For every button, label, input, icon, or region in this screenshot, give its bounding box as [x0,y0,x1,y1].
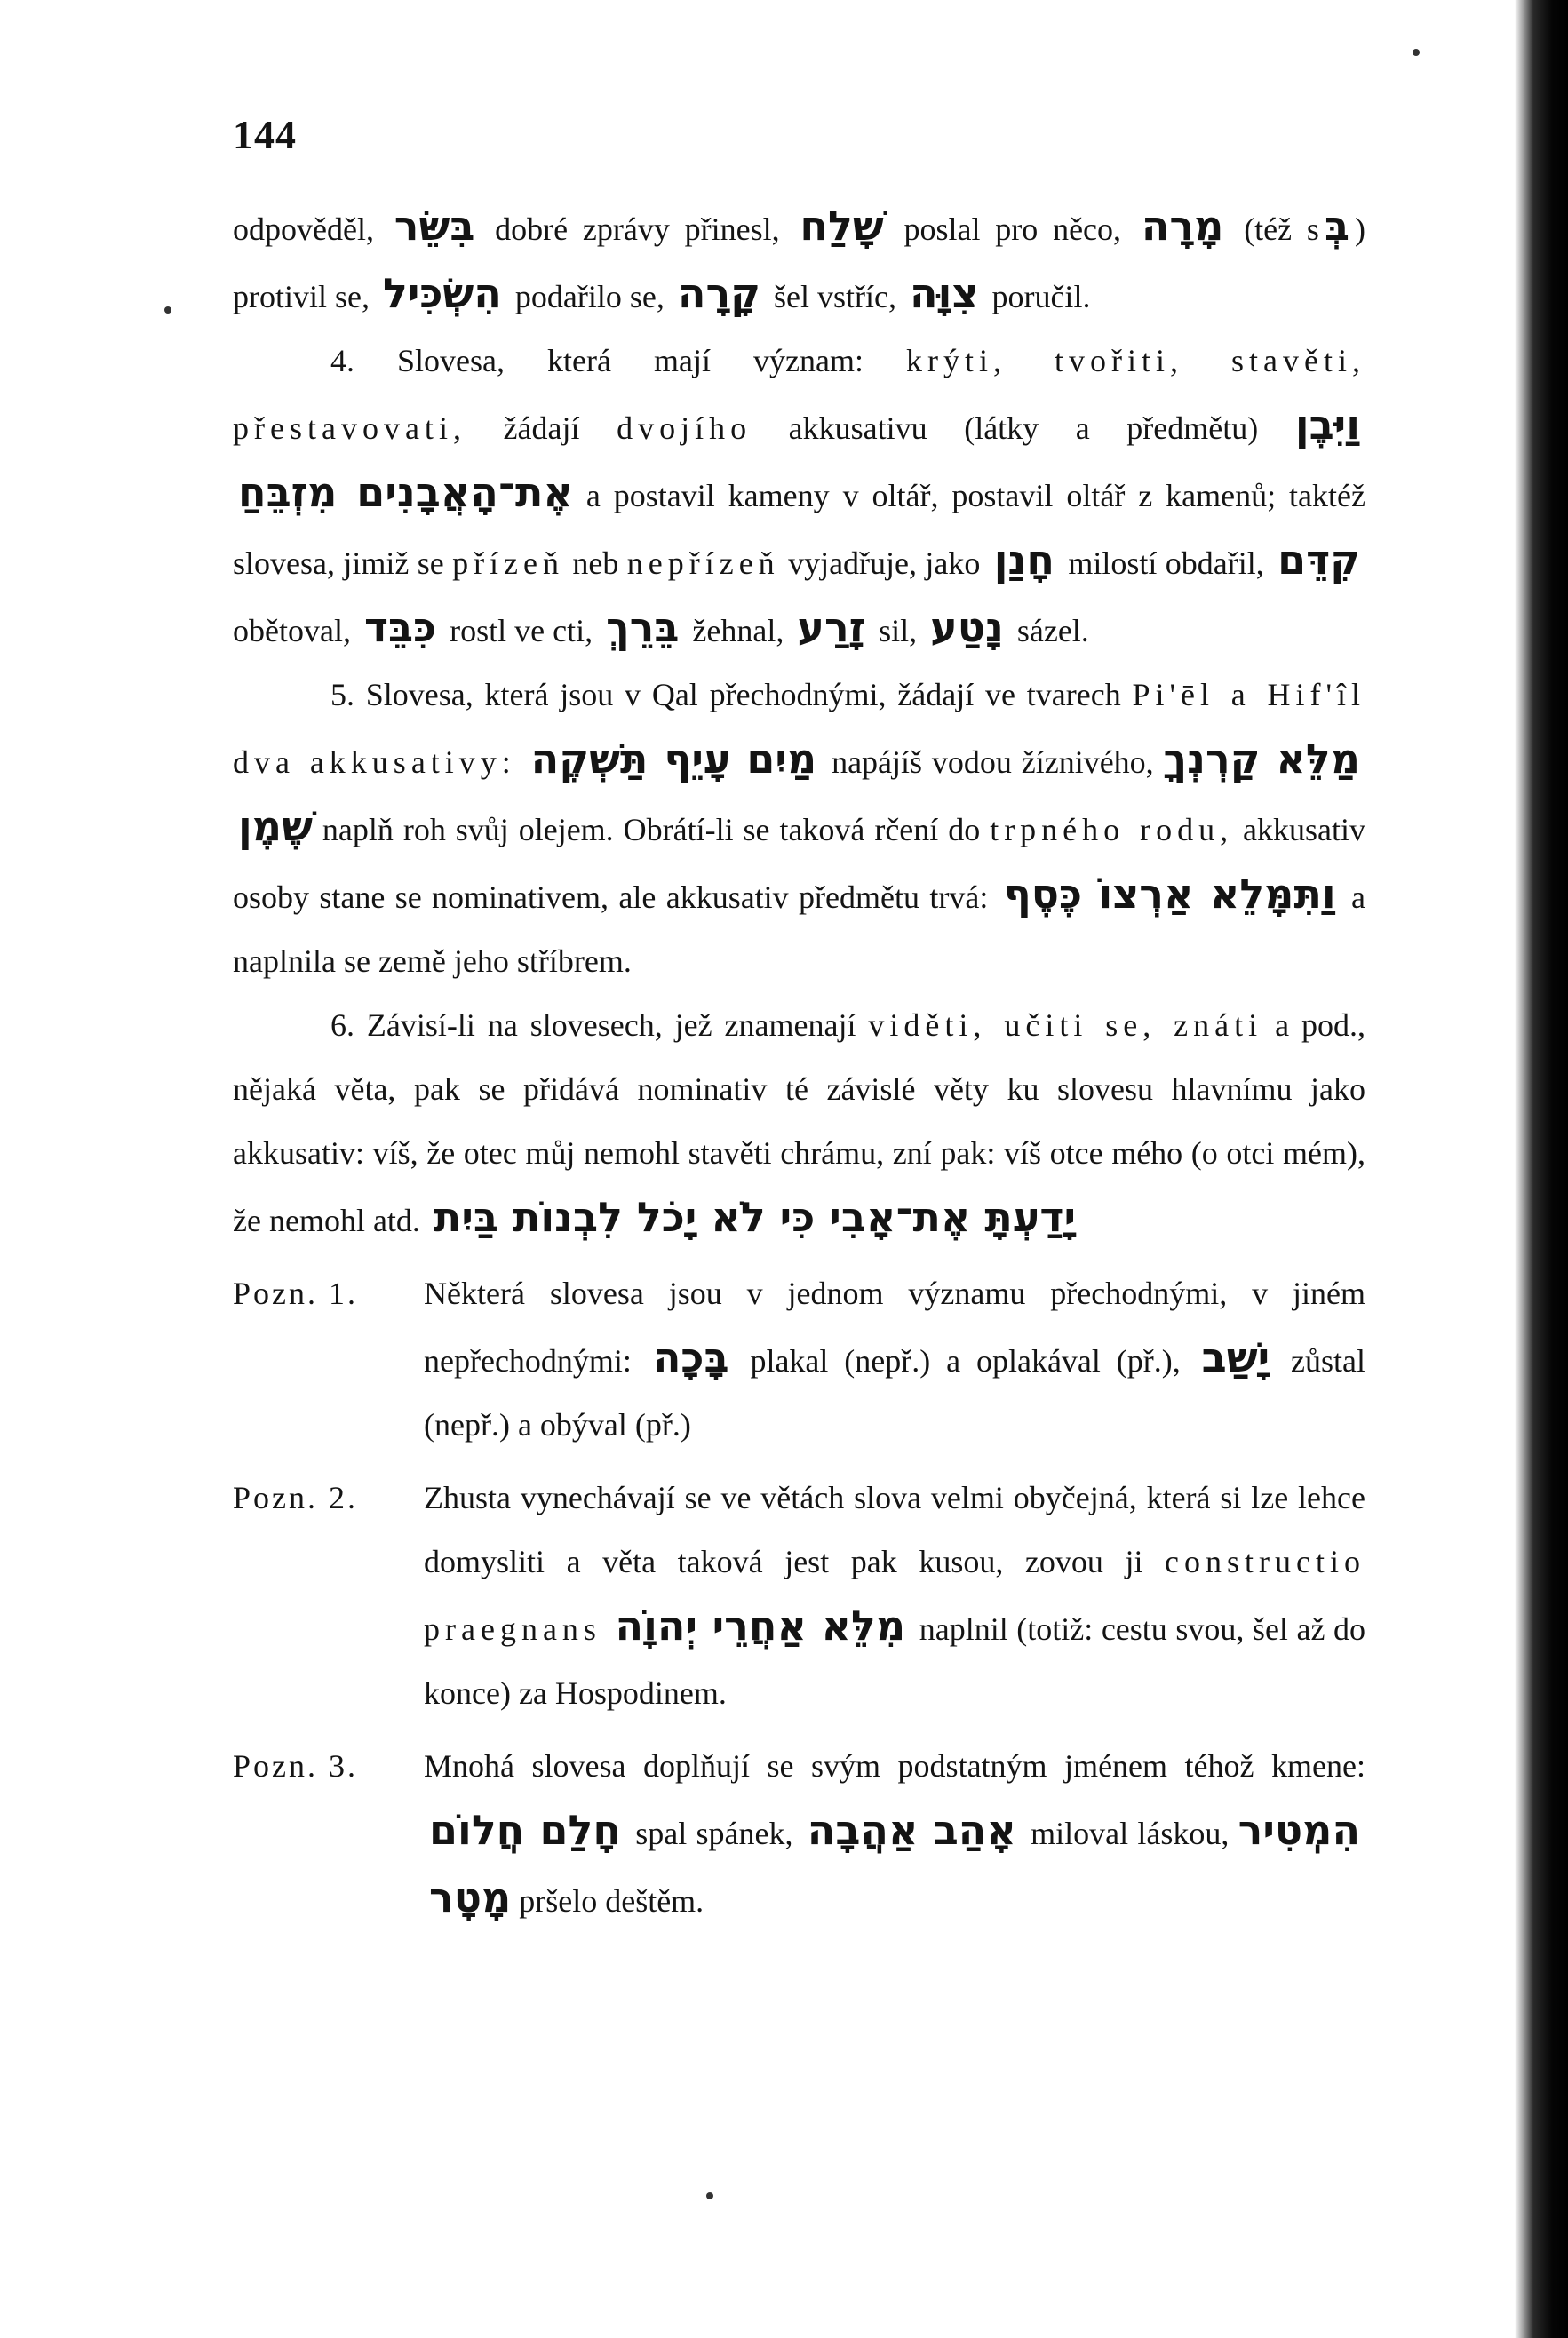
text: ) protivil se, [233,211,1365,314]
text: naplnil (totiž: cestu svou, šel až do konce) za Hospodinem. [424,1611,1366,1711]
hebrew-phrase: מִלֵּא אַחֲרֵי יְהוָֹה [615,1602,906,1650]
text: miloval láskou, [1031,1816,1230,1851]
paragraph-4 [233,329,1365,663]
hebrew-word: זָרַע [797,603,866,651]
hebrew-word: בִּשֵּׂר [394,202,475,250]
hebrew-word: הִשְׂכִּיל [382,269,502,317]
note-body [424,1734,1365,1933]
text: a pod., nějaká věta, pak se přidává nominativ té závislé věty ku slovesu hlavnímu jako akkusativ: víš, že otec můj nemohl stavěti chrámu, zní pak: víš otce mého (o otci mém), že nemohl atd. [233,1007,1366,1238]
hebrew-word: יָשַׁב [1201,1333,1270,1381]
text: dobré zprávy přinesl, [495,211,780,247]
text: 4. Slovesa, která mají význam: [330,343,864,378]
text: plakal (nepř.) a oplakával (př.), [750,1343,1181,1379]
note-label: Pozn. 2. [233,1480,358,1515]
text: Mnohá slovesa doplňují se svým podstatným jménem téhož kmene: [424,1748,1365,1784]
text: obětoval, [233,613,351,648]
spaced-text: constructio praegnans [424,1544,1365,1647]
text: akkusativ osoby stane se nominativem, ale akkusativ předmětu trvá: [233,812,1366,915]
text: poslal pro něco, [903,211,1122,247]
text: žádají [503,410,580,446]
spaced-text: viděti, učiti se, znáti [868,1007,1263,1043]
text: podařilo se, [514,279,665,314]
speck [1413,49,1420,56]
text: pršelo deštěm. [519,1883,704,1919]
spaced-text: přízeň [452,545,565,581]
hebrew-phrase: הִמְטִיר מָטָר [429,1806,1361,1921]
text: žehnal, [692,613,784,648]
text: (též s [1244,211,1319,247]
note-body [424,1261,1365,1457]
text: napájíš vodou žíznivého, [832,744,1154,780]
note-label: Pozn. 1. [233,1276,358,1311]
text: 6. Závisí-li na slovesech, jež znamenají [330,1007,856,1043]
text: a postavil kameny v oltář, postavil oltář z kamenů; taktéž slovesa, jimiž se [233,478,1365,581]
hebrew-word: קִדֵּם [1277,536,1361,584]
text: milostí obdařil, [1068,545,1264,581]
page-number: 144 [233,112,297,157]
hebrew-phrase: וַתִּמָּלֵא אַרְצוֹ כֶּסֶף [1003,870,1336,918]
spaced-text: Pi'ēl a Hif'îl dva akkusativy: [233,677,1365,780]
text: Některá slovesa jsou v jednom významu přechodnými, v jiném nepřechodnými: [424,1276,1365,1379]
text: poručil. [991,279,1091,314]
paragraph-6 [233,993,1365,1252]
speck [164,306,171,314]
hebrew-phrase: אָהַב אַהֲבָה [807,1806,1016,1854]
note-body [424,1466,1365,1725]
text: akkusativu (látky a předmětu) [788,410,1259,446]
text: Zhusta vynechávají se ve větách slova velmi obyčejná, která si lze lehce domysliti a věta taková jest pak kusou, zovou ji [424,1480,1365,1579]
hebrew-phrase: וַיִּבֶן אֶת־הָאֲבָנִים מִזְבֵּחַ [238,401,1361,516]
spaced-text: dvojího [617,410,752,446]
intro-paragraph [233,194,1365,329]
hebrew-phrase: חָלַם חֲלוֹם [429,1806,621,1854]
note-label: Pozn. 3. [233,1748,358,1784]
hebrew-word: נָטַע [930,603,1004,651]
hebrew-phrase: יָדַעְתָּ אֶת־אָבִי כִּי לֹא יָכֹל לִבְנוֹת בַּיִת [433,1193,1076,1241]
hebrew-word: כִּבֵּד [363,603,437,651]
note-1 [233,1261,1365,1457]
text: a naplnila se země jeho stříbrem. [233,879,1366,979]
speck [706,2192,713,2199]
hebrew-word: בְּ [1324,202,1349,250]
hebrew-word: צִוָּה [910,269,979,317]
text: vyjadřuje, jako [788,545,981,581]
hebrew-word: חָנַן [993,536,1055,584]
note-3 [233,1734,1365,1933]
text: šel vstříc, [774,279,897,314]
text: zůstal (nepř.) a obýval (př.) [424,1343,1366,1443]
text: naplň roh svůj olejem. Obrátí-li se taková rčení do [322,812,981,847]
hebrew-phrase: מַיִם עָיֵף תַּשְׁקֶה [530,735,817,783]
note-2 [233,1466,1365,1725]
spaced-text: krýti, tvořiti, stavěti, přestavovati, [233,343,1366,446]
hebrew-phrase: מַלֵּא קַרְנְךָ שֶׁמֶן [238,735,1361,850]
text: neb [572,545,619,581]
text: 5. Slovesa, která jsou v Qal přechodnými, žádají ve tvarech [330,677,1121,712]
text: spal spánek, [635,1816,793,1851]
spaced-text: trpného rodu, [990,812,1234,847]
paragraph-5 [233,663,1365,993]
hebrew-word: מָרָה [1141,202,1224,250]
hebrew-word: קָרָה [677,269,761,317]
hebrew-word: בֵּרֵךְ [606,603,680,651]
scan-edge [1515,0,1568,2338]
text: sil, [879,613,918,648]
hebrew-word: בָּכָה [652,1333,729,1381]
spaced-text: nepřízeň [626,545,780,581]
text: sázel. [1016,613,1089,648]
text: odpověděl, [233,211,374,247]
text: rostl ve cti, [450,613,593,648]
hebrew-word: שָׁלַח [800,202,884,250]
book-page [233,111,1365,1933]
